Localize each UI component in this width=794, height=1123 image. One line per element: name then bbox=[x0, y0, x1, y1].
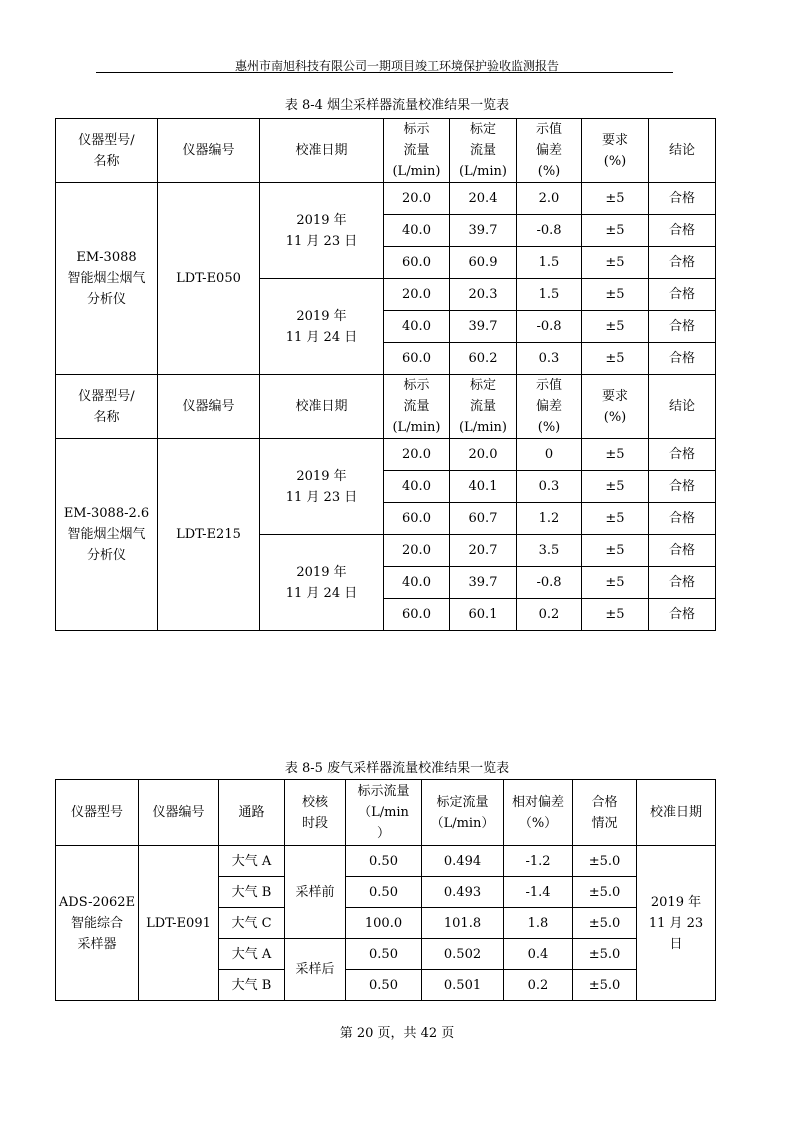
table-8-5-header-row bbox=[56, 780, 716, 846]
table-row bbox=[56, 439, 716, 471]
deviation: 1.2 bbox=[517, 503, 582, 535]
deviation: 3.5 bbox=[517, 535, 582, 567]
header-model: 仪器型号/ 名称 bbox=[56, 375, 158, 439]
requirement: ±5 bbox=[582, 535, 649, 567]
table-8-4-header-row bbox=[56, 375, 716, 439]
channel: 大气 A bbox=[219, 939, 285, 970]
header-qualified: 合格 情况 bbox=[573, 780, 637, 846]
calibrated-flow: 39.7 bbox=[450, 311, 517, 343]
instrument-model: EM-3088-2.6 智能烟尘烟气 分析仪 bbox=[56, 439, 158, 631]
header-model: 仪器型号 bbox=[56, 780, 139, 846]
header-channel: 通路 bbox=[219, 780, 285, 846]
shown-flow: 20.0 bbox=[384, 439, 450, 471]
shown-flow: 60.0 bbox=[384, 599, 450, 631]
deviation: 2.0 bbox=[517, 183, 582, 215]
requirement: ±5 bbox=[582, 343, 649, 375]
header-rule bbox=[96, 72, 673, 73]
deviation: 1.5 bbox=[517, 247, 582, 279]
page-number: 第 20 页，共 42 页 bbox=[339, 1026, 455, 1041]
deviation: -0.8 bbox=[517, 567, 582, 599]
header-date: 校准日期 bbox=[637, 780, 716, 846]
requirement: ±5 bbox=[582, 503, 649, 535]
channel: 大气 B bbox=[219, 877, 285, 908]
qualified: ±5.0 bbox=[573, 939, 637, 970]
requirement: ±5 bbox=[582, 599, 649, 631]
relative-deviation: 0.4 bbox=[504, 939, 573, 970]
channel: 大气 A bbox=[219, 846, 285, 877]
header-shown: 标示 流量 (L/min) bbox=[384, 119, 450, 183]
table-8-4 bbox=[55, 118, 716, 631]
conclusion: 合格 bbox=[649, 567, 716, 599]
conclusion: 合格 bbox=[649, 439, 716, 471]
shown-flow: 60.0 bbox=[384, 343, 450, 375]
deviation: 0 bbox=[517, 439, 582, 471]
calibration-date: 2019 年 11 月 23 日 bbox=[260, 183, 384, 279]
calibrated-flow: 39.7 bbox=[450, 567, 517, 599]
calibrated-flow: 0.502 bbox=[422, 939, 504, 970]
conclusion: 合格 bbox=[649, 343, 716, 375]
header-requirement: 要求 (%) bbox=[582, 375, 649, 439]
calibrated-flow: 0.494 bbox=[422, 846, 504, 877]
header-date: 校准日期 bbox=[260, 119, 384, 183]
qualified: ±5.0 bbox=[573, 970, 637, 1001]
channel: 大气 C bbox=[219, 908, 285, 939]
shown-flow: 100.0 bbox=[346, 908, 422, 939]
calibrated-flow: 40.1 bbox=[450, 471, 517, 503]
conclusion: 合格 bbox=[649, 311, 716, 343]
shown-flow: 40.0 bbox=[384, 471, 450, 503]
shown-flow: 40.0 bbox=[384, 215, 450, 247]
channel: 大气 B bbox=[219, 970, 285, 1001]
calibration-date: 2019 年 11 月 23 日 bbox=[260, 439, 384, 535]
requirement: ±5 bbox=[582, 567, 649, 599]
qualified: ±5.0 bbox=[573, 877, 637, 908]
header-conclusion: 结论 bbox=[649, 375, 716, 439]
shown-flow: 0.50 bbox=[346, 970, 422, 1001]
deviation: 0.3 bbox=[517, 343, 582, 375]
calibration-date: 2019 年 11 月 23 日 bbox=[637, 846, 716, 1001]
deviation: 1.5 bbox=[517, 279, 582, 311]
header-date: 校准日期 bbox=[260, 375, 384, 439]
header-deviation: 示值 偏差 (%) bbox=[517, 119, 582, 183]
shown-flow: 60.0 bbox=[384, 503, 450, 535]
check-period: 采样后 bbox=[285, 939, 346, 1001]
header-deviation: 示值 偏差 (%) bbox=[517, 375, 582, 439]
header-requirement: 要求 (%) bbox=[582, 119, 649, 183]
calibration-date: 2019 年 11 月 24 日 bbox=[260, 279, 384, 375]
header-serial: 仪器编号 bbox=[139, 780, 219, 846]
requirement: ±5 bbox=[582, 215, 649, 247]
shown-flow: 40.0 bbox=[384, 311, 450, 343]
report-header: 惠州市南旭科技有限公司一期项目竣工环境保护验收监测报告 bbox=[234, 59, 559, 73]
deviation: 0.3 bbox=[517, 471, 582, 503]
calibrated-flow: 0.493 bbox=[422, 877, 504, 908]
shown-flow: 0.50 bbox=[346, 846, 422, 877]
shown-flow: 20.0 bbox=[384, 535, 450, 567]
shown-flow: 20.0 bbox=[384, 183, 450, 215]
header-shown: 标示 流量 (L/min) bbox=[384, 375, 450, 439]
requirement: ±5 bbox=[582, 279, 649, 311]
conclusion: 合格 bbox=[649, 599, 716, 631]
requirement: ±5 bbox=[582, 471, 649, 503]
header-period: 校核 时段 bbox=[285, 780, 346, 846]
table-8-4-header-row bbox=[56, 119, 716, 183]
calibrated-flow: 60.2 bbox=[450, 343, 517, 375]
requirement: ±5 bbox=[582, 311, 649, 343]
conclusion: 合格 bbox=[649, 279, 716, 311]
table-row bbox=[56, 846, 716, 877]
deviation: -0.8 bbox=[517, 215, 582, 247]
instrument-serial: LDT-E215 bbox=[158, 439, 260, 631]
header-deviation: 相对偏差 （%） bbox=[504, 780, 573, 846]
requirement: ±5 bbox=[582, 183, 649, 215]
conclusion: 合格 bbox=[649, 183, 716, 215]
calibrated-flow: 60.9 bbox=[450, 247, 517, 279]
instrument-serial: LDT-E091 bbox=[139, 846, 219, 1001]
shown-flow: 60.0 bbox=[384, 247, 450, 279]
header-shown: 标示流量 （L/min ） bbox=[346, 780, 422, 846]
instrument-model: EM-3088 智能烟尘烟气 分析仪 bbox=[56, 183, 158, 375]
table-8-4-caption: 表 8-4 烟尘采样器流量校准结果一览表 bbox=[284, 98, 510, 113]
header-serial: 仪器编号 bbox=[158, 375, 260, 439]
calibrated-flow: 20.7 bbox=[450, 535, 517, 567]
requirement: ±5 bbox=[582, 247, 649, 279]
relative-deviation: -1.4 bbox=[504, 877, 573, 908]
check-period: 采样前 bbox=[285, 846, 346, 939]
calibration-date: 2019 年 11 月 24 日 bbox=[260, 535, 384, 631]
instrument-serial: LDT-E050 bbox=[158, 183, 260, 375]
qualified: ±5.0 bbox=[573, 846, 637, 877]
header-model: 仪器型号/ 名称 bbox=[56, 119, 158, 183]
deviation: -0.8 bbox=[517, 311, 582, 343]
shown-flow: 20.0 bbox=[384, 279, 450, 311]
calibrated-flow: 60.7 bbox=[450, 503, 517, 535]
requirement: ±5 bbox=[582, 439, 649, 471]
calibrated-flow: 60.1 bbox=[450, 599, 517, 631]
table-8-5-caption: 表 8-5 废气采样器流量校准结果一览表 bbox=[284, 761, 510, 776]
calibrated-flow: 20.3 bbox=[450, 279, 517, 311]
header-conclusion: 结论 bbox=[649, 119, 716, 183]
header-serial: 仪器编号 bbox=[158, 119, 260, 183]
conclusion: 合格 bbox=[649, 503, 716, 535]
table-8-5 bbox=[55, 779, 716, 1001]
shown-flow: 0.50 bbox=[346, 939, 422, 970]
header-calibrated: 标定流量 （L/min） bbox=[422, 780, 504, 846]
relative-deviation: 0.2 bbox=[504, 970, 573, 1001]
table-row bbox=[56, 183, 716, 215]
conclusion: 合格 bbox=[649, 215, 716, 247]
header-calibrated: 标定 流量 (L/min) bbox=[450, 119, 517, 183]
relative-deviation: -1.2 bbox=[504, 846, 573, 877]
shown-flow: 0.50 bbox=[346, 877, 422, 908]
instrument-model: ADS-2062E 智能综合 采样器 bbox=[56, 846, 139, 1001]
conclusion: 合格 bbox=[649, 247, 716, 279]
qualified: ±5.0 bbox=[573, 908, 637, 939]
shown-flow: 40.0 bbox=[384, 567, 450, 599]
calibrated-flow: 39.7 bbox=[450, 215, 517, 247]
calibrated-flow: 101.8 bbox=[422, 908, 504, 939]
deviation: 0.2 bbox=[517, 599, 582, 631]
calibrated-flow: 0.501 bbox=[422, 970, 504, 1001]
calibrated-flow: 20.0 bbox=[450, 439, 517, 471]
relative-deviation: 1.8 bbox=[504, 908, 573, 939]
conclusion: 合格 bbox=[649, 471, 716, 503]
conclusion: 合格 bbox=[649, 535, 716, 567]
header-calibrated: 标定 流量 (L/min) bbox=[450, 375, 517, 439]
calibrated-flow: 20.4 bbox=[450, 183, 517, 215]
